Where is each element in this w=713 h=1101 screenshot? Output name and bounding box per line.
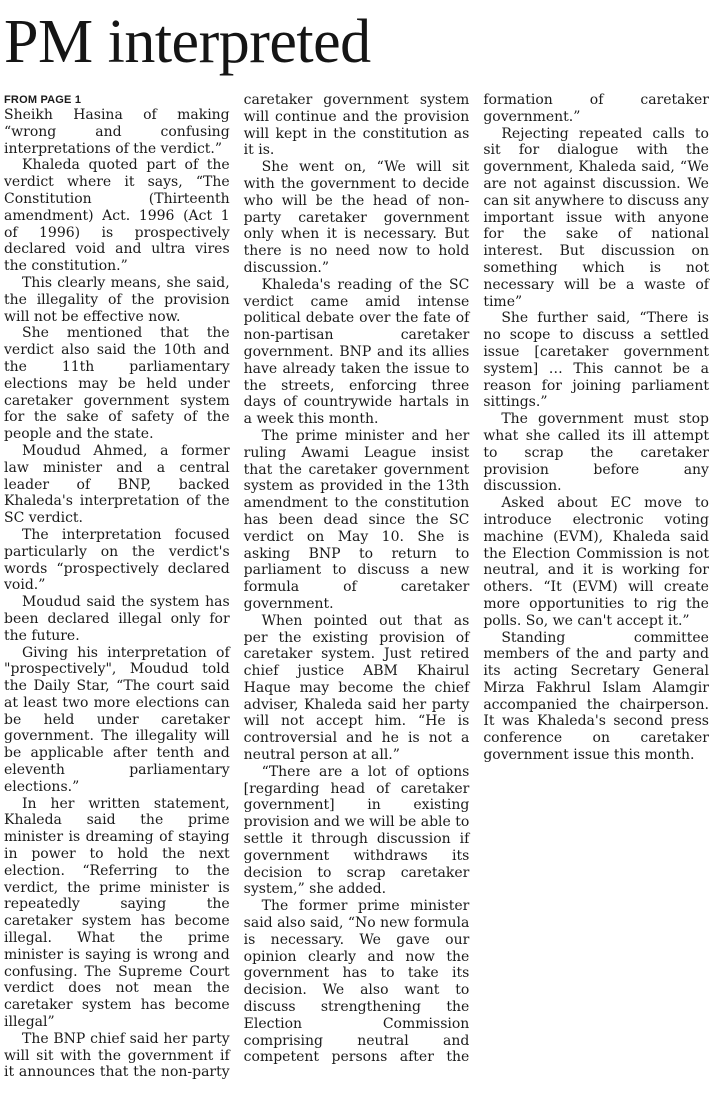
paragraph-18: She further said, “There is no scope to discuss a settled issue [caretaker government system] … This cannot be a reason for joining parliament sittings.”	[483, 310, 709, 411]
paragraph-7: Moudud said the system has been declared illegal only for the future.	[4, 594, 230, 644]
paragraph-11: She went on, “We will sit with the government to decide who will be the head of non-party caretaker government only when it is necessary. But there is no need now to hold discussion.”	[243, 159, 470, 276]
paragraph-6: The interpretation focused particularly on the verdict's words “prospectively declared void.”	[4, 526, 230, 594]
paragraph-5: Moudud Ahmed, a former law minister and a central leader of BNP, backed Khaleda's interpretation of the SC verdict.	[4, 442, 230, 527]
paragraph-19: The government must stop what she called its ill attempt to scrap the caretaker provision before any discussion.	[483, 411, 709, 495]
paragraph-9: In her written statement, Khaleda said the prime minister is dreaming of staying in power to hold the next election. “Referring to the verdict, the prime minister is repeatedly saying the caretaker system has become illegal. What the prime minister is saying is wrong and confusing. The Supreme Court verdict does not mean the caretaker system has become illegal”	[4, 795, 230, 1031]
article-body	[4, 92, 709, 1098]
paragraph-10: The BNP chief said her party will sit with the government if it announces that the non-party caretaker government system will continue and the provision will kept in the constitution as it is.	[4, 92, 470, 1081]
paragraph-8: Giving his interpretation of "prospectively", Moudud told the Daily Star, “The court said at least two more elections can be held under caretaker government. The illegality will be applicable after tenth and eleventh parliamentary elections.”	[4, 644, 230, 795]
paragraph-2: Khaleda quoted part of the verdict where it says, “The Constitution (Thirteenth amendment) Act. 1996 (Act 1 of 1996) is prospectively declared void and ultra vires the constitution.”	[4, 157, 230, 275]
paragraph-15: “There are a lot of options [regarding head of caretaker government] in existing provision and we will be able to settle it through discussion if government withdraws its decision to scrap caretaker system,” she added.	[243, 763, 470, 898]
continuation-kicker: FROM PAGE 1	[4, 94, 82, 106]
paragraph-20: Asked about EC move to introduce electronic voting machine (EVM), Khaleda said the Election Commission is not neutral, and it is working for others. “It (EVM) will create more opportunities to rig the polls. So, we can't accept it.”	[483, 495, 709, 629]
headline: PM interpreted	[4, 8, 371, 76]
paragraph-4: She mentioned that the verdict also said the 10th and the 11th parliamentary elections may be held under caretaker government system for the sake of safety of the people and the state.	[4, 325, 230, 443]
paragraph-12: Khaleda's reading of the SC verdict came amid intense political debate over the fate of non-partisan caretaker government. BNP and its allies have already taken the issue to the streets, enforcing three days of countrywide hartals in a week this month.	[243, 276, 470, 428]
paragraph-16: The former prime minister said also said, “No new formula is necessary. We gave our opinion clearly and now the government has to take its decision. We also want to discuss strengthening the Election Commission comprising neutral and competent persons after the formation of caretaker government.”	[243, 92, 709, 1066]
paragraph-21: Standing committee members of the and party and its acting Secretary General Mirza Fakhrul Islam Alamgir accompanied the chairperson. It was Khaleda's second press conference on caretaker government issue this month.	[483, 629, 709, 764]
paragraph-17: Rejecting repeated calls to sit for dialogue with the government, Khaleda said, “We are not against discussion. We can sit anywhere to discuss any important issue with anyone for the sake of national interest. But discussion on something which is not necessary will be a waste of time”	[483, 125, 709, 310]
paragraph-13: The prime minister and her ruling Awami League insist that the caretaker government system as provided in the 13th amendment to the constitution has been dead since the SC verdict on May 10. She is asking BNP to return to parliament to discuss a new formula of caretaker government.	[243, 427, 470, 612]
paragraph-1: Sheikh Hasina of making “wrong and confusing interpretations of the verdict.”	[4, 107, 230, 157]
paragraph-14: When pointed out that as per the existing provision of caretaker system. Just retired chief justice ABM Khairul Haque may become the chief adviser, Khaleda said her party will not accept him. “He is controversial and he is not a neutral person at all.”	[243, 612, 470, 764]
paragraph-3: This clearly means, she said, the illegality of the provision will not be effective now.	[4, 274, 230, 325]
